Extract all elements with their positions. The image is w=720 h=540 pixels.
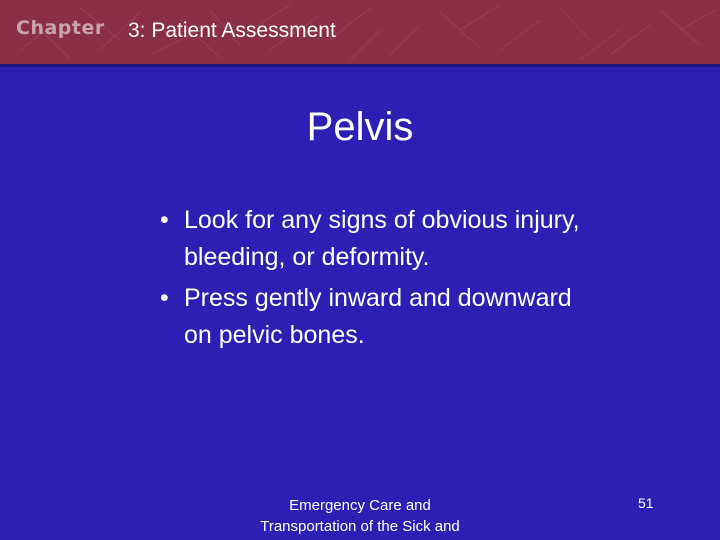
chapter-header-bar	[0, 0, 720, 64]
bullet-item	[160, 280, 600, 354]
bullet-icon: •	[160, 284, 169, 312]
header-texture	[0, 0, 720, 64]
slide-title: Pelvis	[306, 105, 414, 149]
footer-line-2: Transportation of the Sick and	[260, 518, 460, 535]
chapter-title: 3: Patient Assessment	[128, 19, 336, 42]
bullet-text: Look for any signs of obvious injury, bleeding, or deformity.	[184, 206, 580, 271]
bullet-list	[160, 202, 600, 358]
page-number: 51	[638, 495, 654, 511]
bullet-text: Press gently inward and downward on pelvic bones.	[184, 284, 572, 349]
bullet-item	[160, 202, 600, 276]
header-divider	[0, 64, 720, 67]
chapter-label: Chapter	[16, 17, 105, 39]
footer-source	[240, 495, 480, 537]
footer-line-1: Emergency Care and	[289, 497, 431, 514]
bullet-icon: •	[160, 206, 169, 234]
